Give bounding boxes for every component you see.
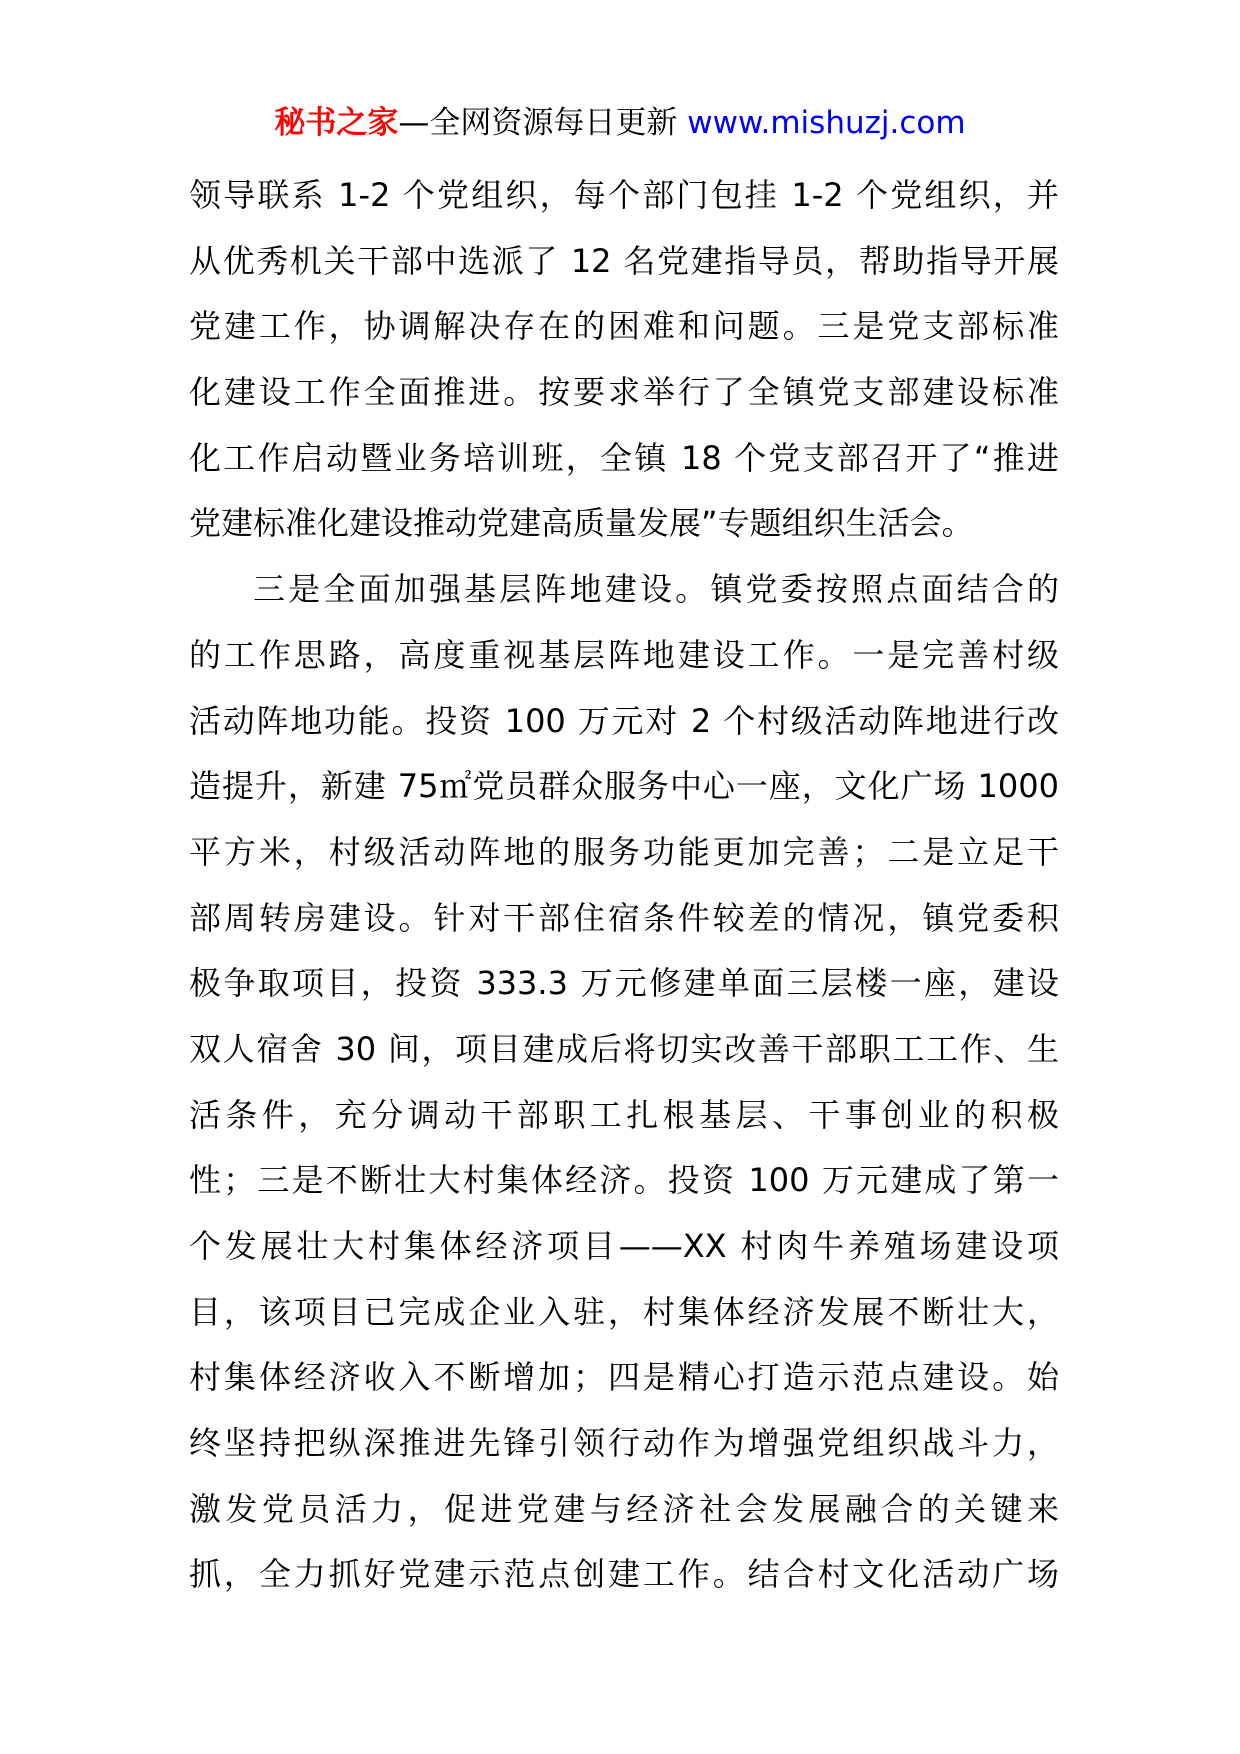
text-line: 个发展壮大村集体经济项目——XX 村肉牛养殖场建设项 [189, 1227, 1059, 1265]
site-header [0, 100, 1240, 146]
text-line: 党建工作，协调解决存在的困难和问题。三是党支部标准 [189, 307, 1059, 346]
text-line: 领导联系 1-2 个党组织，每个部门包挂 1-2 个党组织，并 [189, 176, 1059, 214]
text-line: 部周转房建设。针对干部住宿条件较差的情况，镇党委积 [189, 898, 1059, 937]
text-line: 三是全面加强基层阵地建设。镇党委按照点面结合的 [253, 570, 1059, 609]
text-line: 抓，全力抓好党建示范点创建工作。结合村文化活动广场 [189, 1555, 1059, 1594]
text-line: 平方米，村级活动阵地的服务功能更加完善；二是立足干 [189, 832, 1059, 871]
text-line: 党建标准化建设推动党建高质量发展”专题组织生活会。 [189, 504, 974, 543]
text-line: 终坚持把纵深推进先锋引领行动作为增强党组织战斗力， [189, 1424, 1059, 1463]
text-line: 活动阵地功能。投资 100 万元对 2 个村级活动阵地进行改 [189, 701, 1059, 740]
text-line: 目，该项目已完成企业入驻，村集体经济发展不断壮大， [189, 1292, 1059, 1331]
text-line: 性；三是不断壮大村集体经济。投资 100 万元建成了第一 [189, 1161, 1059, 1200]
site-tagline: —全网资源每日更新 [398, 105, 678, 141]
text-line: 造提升，新建 75㎡党员群众服务中心一座，文化广场 1000 [189, 767, 1059, 806]
site-brand: 秘书之家 [274, 105, 399, 141]
text-line: 极争取项目，投资 333.3 万元修建单面三层楼一座，建设 [189, 964, 1059, 1003]
text-line: 激发党员活力，促进党建与经济社会发展融合的关键来 [189, 1489, 1059, 1528]
site-url-link[interactable]: www.mishuzj.com [687, 105, 966, 141]
text-line: 活条件，充分调动干部职工扎根基层、干事创业的积极 [189, 1095, 1059, 1134]
text-line: 的工作思路，高度重视基层阵地建设工作。一是完善村级 [189, 635, 1059, 674]
text-line: 化建设工作全面推进。按要求举行了全镇党支部建设标准 [189, 373, 1059, 412]
text-line: 村集体经济收入不断增加；四是精心打造示范点建设。始 [189, 1358, 1059, 1397]
text-line: 化工作启动暨业务培训班，全镇 18 个党支部召开了“推进 [189, 438, 1059, 477]
document-body [189, 163, 1059, 1608]
text-line: 从优秀机关干部中选派了 12 名党建指导员，帮助指导开展 [189, 241, 1059, 280]
text-line: 双人宿舍 30 间，项目建成后将切实改善干部职工工作、生 [189, 1029, 1059, 1068]
